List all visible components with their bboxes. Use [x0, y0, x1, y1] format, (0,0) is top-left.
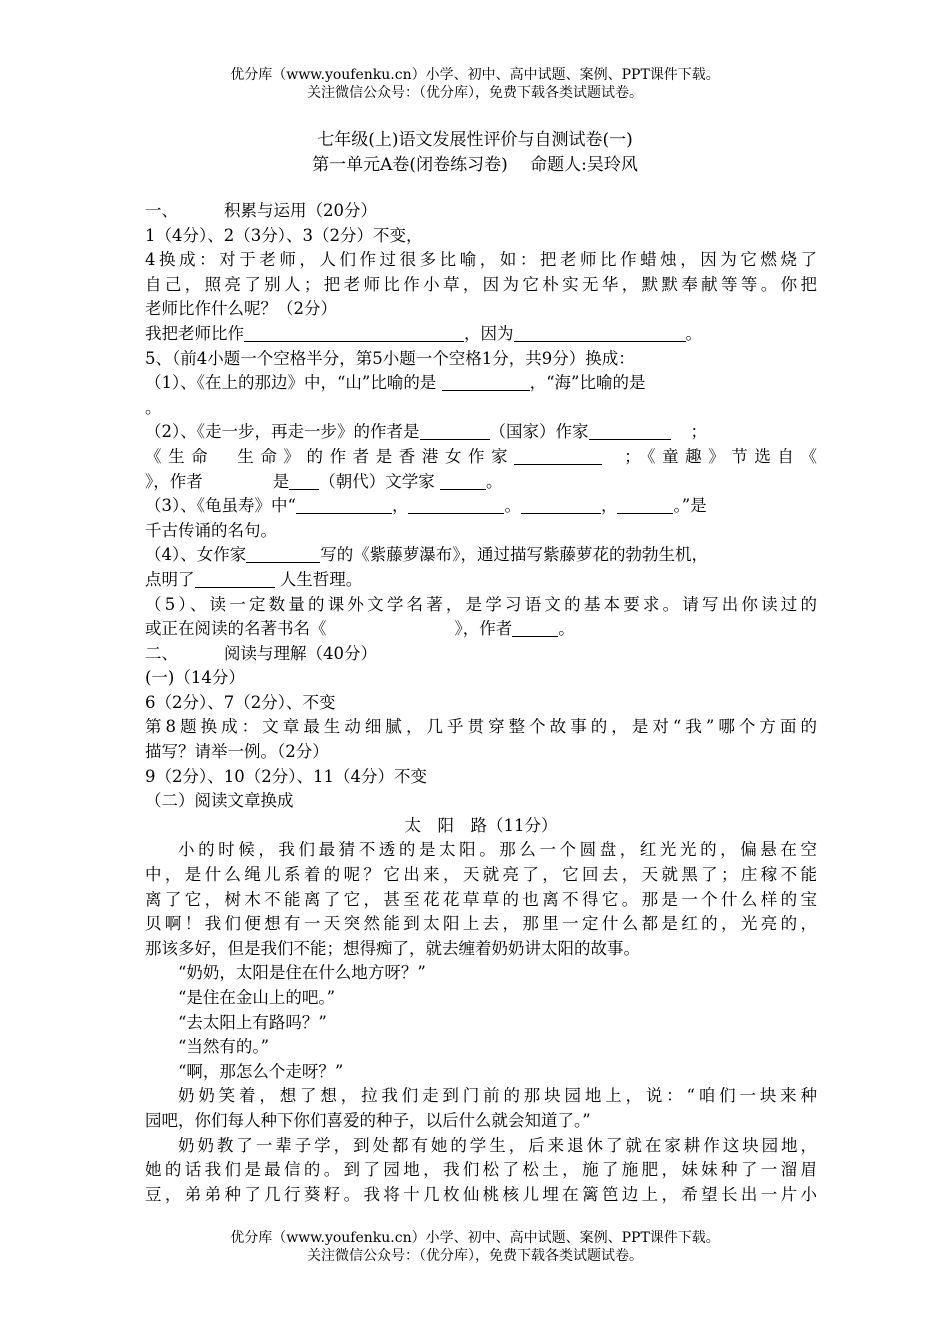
dialogue-line: “当然有的。”	[178, 1037, 270, 1057]
article-title: 太 阳 路（11分）	[404, 815, 558, 835]
q5-intro: 5、（前4小题一个空格半分，第5小题一个空格1分，共9分）换成：	[145, 348, 635, 368]
answer-blank[interactable]	[617, 495, 673, 514]
q5-2-text-h: （朝代）文学家	[319, 471, 435, 491]
q4-line-2: 自己，照亮了别人；把老师比作小草，因为它朴实无华，默默奉献等等。你把	[145, 274, 817, 294]
q5-2-line-3	[145, 470, 817, 495]
q5-4-line-1	[145, 543, 817, 568]
section-2-title: 阅读与理解（40分）	[224, 643, 377, 663]
section-1-title: 积累与运用（20分）	[224, 201, 377, 220]
page-header	[0, 66, 950, 102]
q9-11-note: 9（2分）、10（2分）、11（4分）不变	[145, 766, 427, 786]
part-1-heading: (一)（14分）	[145, 668, 245, 688]
article-p3-line-3: 豆，弟弟种了几行葵籽。我将十几枚仙桃核儿埋在篱笆边上，希望长出一片小	[145, 1184, 817, 1204]
q5-1-end: 。	[145, 397, 162, 417]
q8-line-1: 第8题换成：文章最生动细腻，几乎贯穿整个故事的，是对“我”哪个方面的	[145, 717, 817, 737]
q5-3-text-b: ，	[391, 496, 409, 516]
q6-7-note: 6（2分）、7（2分）、不变	[145, 692, 336, 712]
header-line-2: 关注微信公众号：（优分库），免费下载各类试题试卷。	[307, 85, 643, 101]
answer-blank[interactable]	[296, 495, 392, 514]
q4-fill-line	[145, 322, 817, 347]
q5-3-text-e: 。”是	[673, 496, 707, 516]
q5-1	[145, 371, 817, 396]
q5-4-text-b: 写的《紫藤萝瀑布》，通过描写紫藤萝花的勃勃生机，	[320, 545, 708, 565]
q5-5-text-c: 》，作者	[454, 619, 513, 639]
section-2-number: 二、	[145, 643, 178, 663]
answer-blank[interactable]	[440, 471, 486, 490]
section-1-number: 一、	[145, 201, 178, 220]
q5-3-text-a: （3）、《龟虽寿》中“	[145, 496, 296, 516]
article-p3-line-1: 奶奶教了一辈子学，到处都有她的学生，后来退休了就在家耕作这块园地，	[178, 1135, 817, 1155]
exam-title-line-1: 七年级(上)语文发展性评价与自测试卷(一)	[317, 130, 633, 150]
q5-2-text-e: ；《童趣》节选自《	[624, 446, 818, 466]
article-p1-line-1: 小的时候，我们最猜不透的是太阳。那么一个圆盘，红光光的，偏悬在空	[178, 840, 817, 860]
exam-content	[145, 199, 817, 1207]
q4-fill-text-a: 我把老师比作	[145, 323, 244, 343]
q4-line-1: 4换成：对于老师，人们作过很多比喻，如：把老师比作蜡烛，因为它燃烧了	[145, 250, 817, 270]
q5-2-text-c: ；	[690, 422, 707, 442]
q4-line-3: 老师比作什么呢？（2分）	[145, 299, 337, 319]
article-p2-line-2: 园吧，你们每人种下你们喜爱的种子，以后什么就会知道了。”	[145, 1110, 591, 1130]
q5-4-text-a: （4）、女作家	[145, 545, 247, 565]
answer-blank[interactable]	[289, 471, 319, 490]
footer-line-1: 优分库（www.youfenku.cn）小学、初中、高中试题、案例、PPT课件下载。	[230, 1230, 720, 1246]
answer-blank[interactable]	[512, 618, 558, 637]
q5-3-text-d: ，	[600, 496, 618, 516]
article-p1-line-4: 贝啊！我们便想有一天突然能到太阳上去，那里一定什么都是红的，光亮的，	[145, 914, 817, 934]
section-1-heading	[145, 199, 817, 224]
q4-fill-text-b: ，因为	[464, 323, 514, 343]
answer-blank[interactable]	[589, 421, 671, 440]
q5-2-text-g: 是	[272, 471, 290, 491]
q8-line-2: 描写？请举一例。（2分）	[145, 742, 329, 762]
q5-4-text-c: 点明了	[145, 569, 195, 589]
article-p1-line-2: 中，是什么绳儿系着的呢？它出来，天就亮了，它回去，天就黑了；庄稼不能	[145, 865, 817, 885]
answer-blank[interactable]	[521, 495, 601, 514]
q5-2-text-b: （国家）作家	[489, 422, 589, 442]
article-p1-line-3: 离了它，树木不能离了它，甚至花花草草的也离不得它。那是一个什么样的宝	[145, 889, 817, 909]
q5-5-line-1: （5）、读一定数量的课外文学名著，是学习语文的基本要求。请写出你读过的	[145, 594, 817, 614]
answer-blank[interactable]	[244, 323, 464, 342]
q5-2-text-f: 》，作者	[145, 471, 203, 491]
exam-title-line-2: 第一单元A卷(闭卷练习卷) 命题人:吴玲风	[312, 155, 638, 175]
header-line-1: 优分库（www.youfenku.cn）小学、初中、高中试题、案例、PPT课件下载。	[230, 67, 720, 83]
answer-blank[interactable]	[514, 446, 602, 465]
q5-1-text-a: （1）、《在上的那边》中，“山”比喻的是	[145, 373, 437, 393]
exam-title	[0, 128, 950, 178]
dialogue-line: “是住在金山上的吧。”	[178, 988, 336, 1007]
answer-blank[interactable]	[420, 421, 490, 440]
article-p2-line-1: 奶奶笑着，想了想，拉我们走到门前的那块园地上，说：“咱们一块来种	[178, 1086, 817, 1106]
answer-blank[interactable]	[246, 544, 320, 563]
q5-3-line-1	[145, 494, 817, 519]
q5-5-text-b: 或正在阅读的名著书名《	[145, 619, 327, 639]
q5-4-line-2	[145, 568, 817, 593]
answer-blank[interactable]	[442, 372, 530, 391]
section-2-heading	[145, 642, 817, 667]
q5-4-text-d: 人生哲理。	[279, 569, 363, 589]
article-p1-line-5: 那该多好，但是我们不能；想得痴了，就去缠着奶奶讲太阳的故事。	[145, 938, 640, 958]
q5-2-text-d: 《生命 生命》的作者是香港女作家	[145, 446, 515, 466]
answer-blank[interactable]	[408, 495, 504, 514]
q1-3-note: 1（4分）、2（3分）、3（2分）不变，	[145, 225, 423, 245]
q5-3-text-c: 。	[504, 496, 521, 516]
answer-blank[interactable]	[195, 569, 275, 588]
page-footer	[0, 1229, 950, 1265]
dialogue-line: “去太阳上有路吗？”	[178, 1012, 327, 1032]
dialogue-line: “奶奶，太阳是住在什么地方呀？”	[178, 963, 426, 983]
article-p3-line-2: 她的话我们是最信的。到了园地，我们松了松土，施了施肥，妹妹种了一溜眉	[145, 1160, 817, 1180]
q5-2-text-a: （2）、《走一步，再走一步》的作者是	[145, 422, 420, 442]
footer-line-2: 关注微信公众号：（优分库），免费下载各类试题试卷。	[307, 1248, 643, 1264]
q5-2-line-2	[145, 445, 817, 470]
q5-5-text-d: 。	[558, 619, 575, 639]
dialogue-line: “啊，那怎么个走呀？”	[178, 1061, 344, 1081]
q5-3-line-2: 千古传诵的名句。	[145, 520, 277, 540]
q5-2-text-i: 。	[486, 471, 503, 491]
q4-fill-text-c: 。	[685, 323, 702, 343]
q5-1-text-b: ，“海”比喻的是	[529, 373, 646, 393]
answer-blank[interactable]	[514, 323, 686, 342]
part-2-heading: （二）阅读文章换成	[145, 791, 294, 811]
q5-5-line-2	[145, 617, 817, 642]
q5-2-line-1	[145, 420, 817, 445]
